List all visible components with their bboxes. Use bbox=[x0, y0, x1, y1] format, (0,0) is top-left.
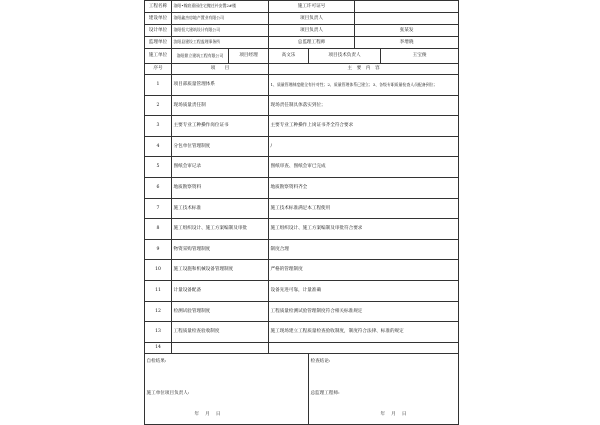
row-no: 10 bbox=[145, 260, 172, 281]
table-row bbox=[145, 136, 459, 157]
header-row-supervision bbox=[145, 37, 459, 49]
row-content: 设备先进可靠，计量准确 bbox=[269, 280, 459, 301]
design-lead-value: 张某发 bbox=[355, 25, 459, 37]
row-no: 8 bbox=[145, 219, 172, 240]
row-no: 3 bbox=[145, 116, 172, 137]
row-content: 图纸审查、图纸会审已完成 bbox=[269, 157, 459, 178]
date-day: 日 bbox=[215, 411, 221, 417]
row-content: 1、质量管理制度健全有针对性；2、质量管理体系已建立；3、各级专职质量检查人员配备到位； bbox=[269, 75, 459, 96]
date-year: 年 bbox=[194, 411, 200, 417]
builder-value: 洛阳鑫杰房地产置业有限公司 bbox=[172, 13, 269, 25]
project-name-value: 洛阳•翰宸嘉园住宅搬迁补安置2#楼 bbox=[172, 1, 269, 13]
contractor-label: 施工单位 bbox=[145, 49, 172, 64]
header-row-design bbox=[145, 25, 459, 37]
inspection-cell bbox=[309, 353, 459, 424]
supervision-label: 监理单位 bbox=[145, 37, 172, 49]
row-content: 施工现场建立工程质量检查验收制度，制度符合法律、标准的规定 bbox=[269, 322, 459, 343]
row-item: 项目部质量管理体系 bbox=[172, 75, 269, 96]
content-header: 主 要 内 容 bbox=[269, 64, 459, 75]
row-no: 1 bbox=[145, 75, 172, 96]
row-no: 14 bbox=[145, 342, 172, 353]
row-item: 工程质量检查验收制度 bbox=[172, 322, 269, 343]
item-header: 项 目 bbox=[172, 64, 269, 75]
table-row bbox=[145, 342, 459, 353]
row-no: 2 bbox=[145, 95, 172, 116]
contractor-sign-label: 施工单位项目负责人: bbox=[146, 390, 190, 396]
row-item bbox=[172, 342, 269, 353]
row-no: 11 bbox=[145, 280, 172, 301]
table-row bbox=[145, 219, 459, 240]
builder-label: 建设单位 bbox=[145, 13, 172, 25]
row-content: 施工组织设计、施工方案编制及审批符合要求 bbox=[269, 219, 459, 240]
table-row bbox=[145, 75, 459, 96]
table-row bbox=[145, 322, 459, 343]
date-month: 月 bbox=[391, 411, 396, 417]
date-year: 年 bbox=[380, 411, 386, 417]
self-check-cell bbox=[145, 353, 309, 424]
table-row bbox=[145, 177, 459, 198]
project-name-label: 工程名称 bbox=[145, 1, 172, 13]
row-no: 5 bbox=[145, 157, 172, 178]
row-content: / bbox=[269, 136, 459, 157]
tech-lead-value: 王宝俊 bbox=[381, 49, 459, 64]
row-item: 图纸会审记录 bbox=[172, 157, 269, 178]
permit-label: 施工许可证号 bbox=[269, 1, 355, 13]
row-item: 物资采购管理制度 bbox=[172, 239, 269, 260]
table-row bbox=[145, 280, 459, 301]
design-label: 设计单位 bbox=[145, 25, 172, 37]
date-month: 月 bbox=[205, 411, 210, 417]
seq-header: 序号 bbox=[145, 64, 172, 75]
table-row bbox=[145, 95, 459, 116]
self-check-date bbox=[195, 412, 221, 417]
row-item: 主要专业工种操作岗位证书 bbox=[172, 116, 269, 137]
row-item: 现场质量责任制 bbox=[172, 95, 269, 116]
row-content: 工程质量检测试验管理制度符合相关标准规定 bbox=[269, 301, 459, 322]
row-item: 施工组织设计、施工方案编制及审批 bbox=[172, 219, 269, 240]
row-content bbox=[269, 342, 459, 353]
inspection-date bbox=[381, 412, 407, 417]
header-row-project bbox=[145, 1, 459, 13]
inspection-label: 检查结论: bbox=[310, 358, 331, 364]
row-item: 计量设备配备 bbox=[172, 280, 269, 301]
chief-engineer-label: 总监理工程师 bbox=[269, 37, 355, 49]
table-row bbox=[145, 301, 459, 322]
date-day: 日 bbox=[401, 411, 407, 417]
row-no: 13 bbox=[145, 322, 172, 343]
builder-lead-label: 项目负责人 bbox=[269, 13, 355, 25]
header-row-contractor bbox=[145, 49, 459, 64]
table-row bbox=[145, 157, 459, 178]
row-item: 分包单位管理制度 bbox=[172, 136, 269, 157]
header-row-builder bbox=[145, 13, 459, 25]
row-no: 6 bbox=[145, 177, 172, 198]
row-no: 4 bbox=[145, 136, 172, 157]
contractor-value: 洛阳鼎立建筑工程有限公司 bbox=[172, 49, 229, 64]
row-content: 现场责任制具体落实到位； bbox=[269, 95, 459, 116]
builder-lead-value bbox=[355, 13, 459, 25]
pm-label: 项目经理 bbox=[229, 49, 269, 64]
row-content: 制度合理 bbox=[269, 239, 459, 260]
pm-value: 高文乐 bbox=[269, 49, 309, 64]
permit-value bbox=[355, 1, 459, 13]
table-row bbox=[145, 116, 459, 137]
design-value: 洛阳恒大建筑设计有限公司 bbox=[172, 25, 269, 37]
quality-inspection-form bbox=[144, 0, 458, 417]
row-no: 9 bbox=[145, 239, 172, 260]
row-item: 检测试验管理制度 bbox=[172, 301, 269, 322]
row-content: 地质勘察资料齐全 bbox=[269, 177, 459, 198]
row-item: 施工技术标准 bbox=[172, 198, 269, 219]
chief-engineer-value: 李增晓 bbox=[355, 37, 459, 49]
row-item: 施工设施和机械设备管理制度 bbox=[172, 260, 269, 281]
row-content: 施工技术标准满足本工程使用 bbox=[269, 198, 459, 219]
table-row bbox=[145, 198, 459, 219]
design-lead-label: 项目负责人 bbox=[269, 25, 355, 37]
table-row bbox=[145, 239, 459, 260]
row-no: 7 bbox=[145, 198, 172, 219]
table-row bbox=[145, 260, 459, 281]
supervisor-sign-label: 总监理工程师: bbox=[310, 390, 340, 396]
self-check-label: 自检结果: bbox=[146, 358, 167, 364]
column-header-row bbox=[145, 64, 459, 75]
row-no: 12 bbox=[145, 301, 172, 322]
tech-lead-label: 项目技术负责人 bbox=[309, 49, 381, 64]
row-item: 地质勘察资料 bbox=[172, 177, 269, 198]
form-table bbox=[144, 0, 459, 425]
signature-row bbox=[145, 353, 459, 424]
row-content: 主要专业工种操作上岗证书齐全符合要求 bbox=[269, 116, 459, 137]
row-content: 严格的管理制度 bbox=[269, 260, 459, 281]
supervision-value: 汝阳县建设工程监理事务所 bbox=[172, 37, 269, 49]
